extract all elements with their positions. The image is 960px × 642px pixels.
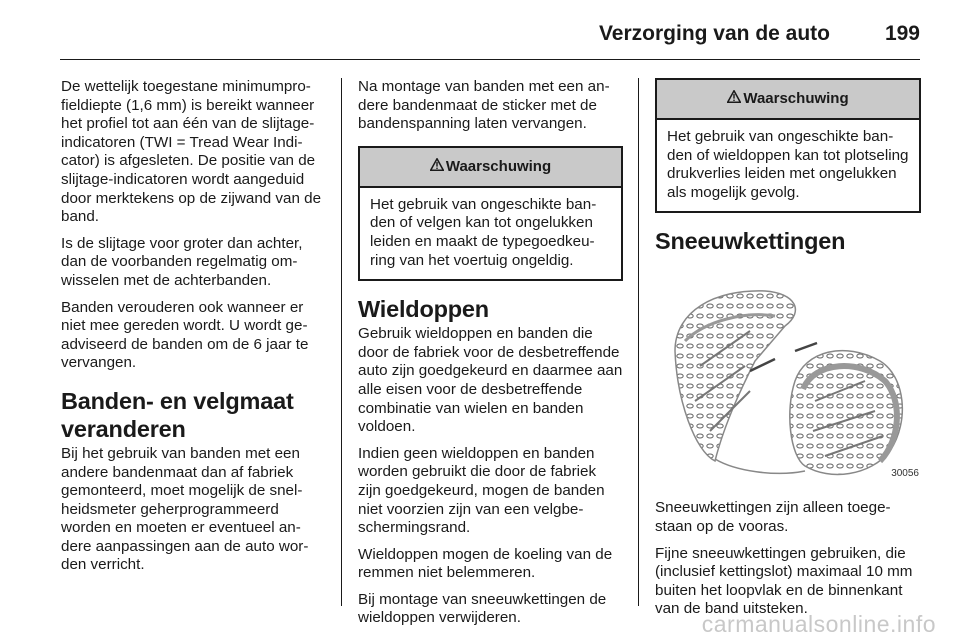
page-number: 199	[884, 22, 920, 45]
figure-code: 30056	[891, 467, 919, 479]
paragraph: Banden verouderen ook wanneer er niet mee gereden wordt. U wordt geadviseerd de banden om de 6 jaar te vervangen.	[61, 298, 309, 372]
paragraph: Indien geen wieldoppen en banden worden gebruikt die door de fabriek zijn goedgekeurd, mogen de banden niet voorzien zijn van een velgbeschermingsrand.	[358, 444, 605, 537]
header-divider	[60, 59, 920, 60]
page-header	[60, 0, 920, 60]
paragraph: Is de slijtage voor groter dan achter, dan de voorbanden regelmatig omwisselen met de achterbanden.	[61, 234, 303, 289]
column-divider	[638, 78, 639, 606]
paragraph: Bij montage van sneeuwkettingen de wieldoppen verwijderen.	[358, 590, 607, 627]
section-heading: Wieldoppen	[358, 296, 489, 323]
watermark: carmanualsonline.info	[701, 611, 936, 637]
paragraph: Sneeuwkettingen zijn alleen toegestaan op de vooras.	[655, 499, 891, 535]
paragraph: Bij het gebruik van banden met een andere bandenmaat dan af fabriek gemonteerd, moet mogelijk de snelheidsmeter geherprogrammeerd worden en moeten er eventueel andere aanpassingen aan de auto worden verricht.	[61, 444, 309, 574]
warning-triangle-icon	[727, 80, 741, 118]
warning-header	[360, 148, 621, 188]
paragraph: De wettelijk toegestane minimumprofieldiepte (1,6 mm) is bereikt wanneer het profiel tot aan één van de slijtageindicatoren (TWI = Tread Wear Indicator) is afgesleten. De positie van de slijtage-indicatoren wordt aangeduid door merktekens op de zijwand van de band.	[61, 78, 322, 226]
paragraph: Fijne sneeuwkettingen gebruiken, die (inclusief kettingslot) maximaal 10 mm buiten het loopvlak en de binnenkant van de band uitsteken.	[655, 544, 913, 618]
warning-header	[657, 80, 919, 120]
warning-box	[358, 146, 623, 281]
section-heading: Sneeuwkettingen	[655, 228, 846, 255]
warning-triangle-icon	[430, 148, 444, 186]
column-divider	[341, 78, 342, 606]
column-2	[358, 78, 623, 636]
column-3	[655, 78, 921, 627]
warning-text: Het gebruik van ongeschikte banden of wieldoppen kan tot plotseling drukverlies leiden met ongelukken als mogelijk gevolg.	[667, 128, 909, 201]
column-1	[61, 78, 326, 583]
warning-title: Waarschuwing	[445, 157, 552, 175]
warning-title: Waarschuwing	[743, 90, 849, 107]
warning-text: Het gebruik van ongeschikte banden of velgen kan tot ongelukken leiden en maakt de typegoedkeuring van het voertuig ongeldig.	[370, 195, 597, 269]
snow-chains-illustration	[655, 271, 921, 487]
snow-chains-drawing	[655, 271, 921, 487]
warning-box	[655, 78, 921, 213]
paragraph: Wieldoppen mogen de koeling van de remmen niet belemmeren.	[358, 545, 613, 582]
section-heading: Banden- en velgmaat veranderen	[61, 387, 294, 442]
paragraph: Na montage van banden met een andere bandenmaat de sticker met de bandenspanning laten vervangen.	[358, 78, 610, 133]
paragraph: Gebruik wieldoppen en banden die door de fabriek voor de desbetreffende auto zijn goedgekeurd en daarmee aan alle eisen voor de desbetreffende combinatie van wielen en banden voldoen.	[358, 325, 623, 436]
section-title: Verzorging van de auto	[598, 22, 830, 45]
